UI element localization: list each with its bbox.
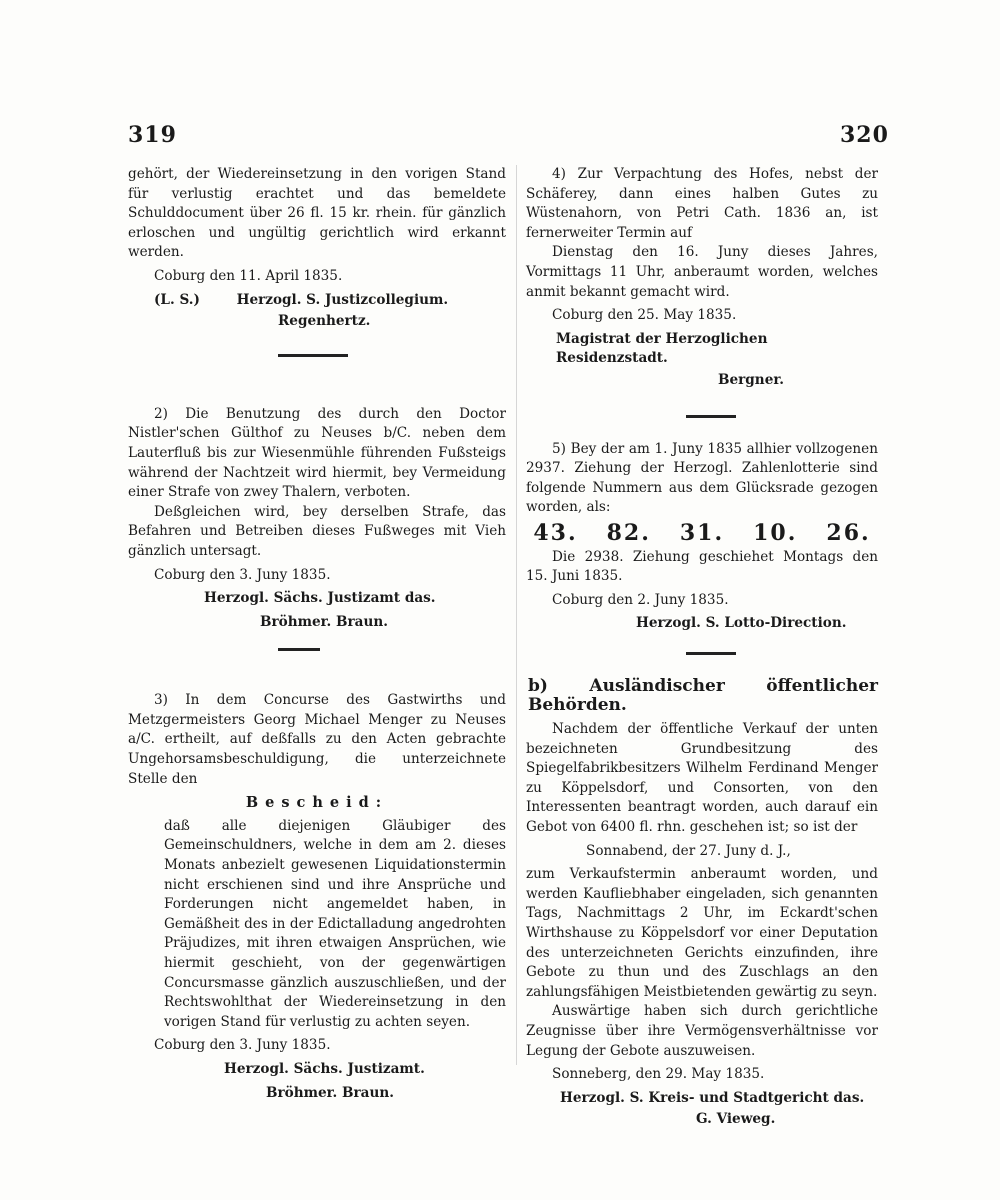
lottery-number: 82. [606, 519, 651, 546]
section-b-signer: G. Vieweg. [696, 1111, 776, 1128]
lottery-number: 10. [753, 519, 798, 546]
section-heading: b) Ausländischer öffentlicher Behörden. [528, 675, 878, 716]
notice1-date: Coburg den 11. April 1835. [154, 267, 343, 284]
notice3-authority: Herzogl. Sächs. Justizamt. [224, 1060, 425, 1077]
page-number-left: 319 [128, 122, 177, 148]
notice1-signature [128, 291, 506, 311]
notice4-signer: Bergner. [718, 371, 784, 388]
notice4-text-2: Dienstag den 16. Juny dieses Jahres, Vormittags 11 Uhr, anberaumt worden, welches anmit bekannt gemacht wird. [526, 244, 878, 300]
notice3-body: daß alle diejenigen Gläubiger des Gemeinschuldners, welche in dem am 2. dieses Monats anbezielt gewesenen Liquidationstermin nicht erschienen sind und ihre Ansprüche und Forderungen nicht angemeldet haben, in Gemäßheit des in der Edictalladung angedrohten Präjudizes, mit ihren etwaigen Ansprüchen, wie hiermit geschieht, von der gegenwärtigen Concursmasse gänzlich auszuschließen, und der Rechtswohlthat der Wiedereinsetzung in den vorigen Stand für verlustig zu achten seyen. [164, 817, 506, 1030]
section-b-date-line: Sonnabend, der 27. Juny d. J., [586, 842, 791, 859]
intro-text: gehört, der Wiedereinsetzung in den vorigen Stand für verlustig erachtet und das bemeldete Schulddocument über 26 fl. 15 kr. rhein. für gänzlich erloschen und ungültig gerichtlich wird erkannt werden. [128, 166, 506, 261]
notice3-title: Bescheid: [245, 794, 389, 812]
column-gutter [516, 165, 517, 1065]
lottery-number: 43. [533, 519, 578, 546]
section-b-text: Nachdem der öffentliche Verkauf der unten bezeichneten Grundbesitzung des Spiegelfabrikbesitzers Wilhelm Ferdinand Menger zu Köppelsdorf, und Consorten, von den Interessenten beantragt worden, auch darauf ein Gebot von 6400 fl. rhn. geschehen ist; so ist der [526, 721, 878, 836]
notice5-text: 5) Bey der am 1. Juny 1835 allhier vollzogenen 2937. Ziehung der Herzogl. Zahlenlotterie sind folgende Nummern aus dem Glücksrade gezogen worden, als: [526, 440, 878, 516]
lottery-number: 26. [826, 519, 871, 546]
page-number-right: 320 [840, 122, 889, 148]
lottery-number: 31. [679, 519, 725, 546]
notice2-signers: Bröhmer. Braun. [260, 613, 388, 630]
notice2-text: 2) Die Benutzung des durch den Doctor Nistler'schen Gülthof zu Neuses b/C. neben dem Lauterfluß bis zur Wiesenmühle führenden Fußsteigs während der Nachtzeit wird hiermit, bey Vermeidung einer Strafe von zwey Thalern, verboten. [128, 405, 506, 501]
seal: (L. S.) [154, 291, 200, 308]
section-b-text-2: zum Verkaufstermin anberaumt worden, und werden Kaufliebhaber eingeladen, sich genannten Tags, Nachmittags 2 Uhr, im Eckardt'schen Wirthshause zu Köppelsdorf vor einer Deputation des unterzeichneten Gerichts einzufinden, ihre Gebote zu thun und des Zuschlags an den zahlungsfähigen Meistbietenden gewärtig zu seyn. [526, 866, 878, 1000]
notice2-text-2: Deßgleichen wird, bey derselben Strafe, das Befahren und Betreiben dieses Fußweges mit Vieh gänzlich untersagt. [128, 503, 506, 559]
notice3-text: 3) In dem Concurse des Gastwirths und Metzgermeisters Georg Michael Menger zu Neuses a/C. ertheilt, auf deßfalls zu den Acten gebrachte Ungehorsamsbeschuldigung, die unterzeichnete Stelle den [128, 692, 506, 787]
notice3-signers: Bröhmer. Braun. [266, 1084, 394, 1101]
section-b-date: Sonneberg, den 29. May 1835. [552, 1066, 765, 1083]
notice5-text-2: Die 2938. Ziehung geschiehet Montags den 15. Juni 1835. [526, 548, 878, 585]
notice5-date: Coburg den 2. Juny 1835. [552, 591, 729, 608]
section-b-text-3: Auswärtige haben sich durch gerichtliche Zeugnisse über ihre Vermögensverhältnisse vor Legung der Gebote auszuweisen. [526, 1003, 878, 1059]
notice3-date: Coburg den 3. Juny 1835. [154, 1037, 331, 1054]
left-column [128, 165, 506, 1103]
notice4-authority: Magistrat der Herzoglichen Residenzstadt. [556, 330, 768, 367]
notice1-signer: Regenhertz. [278, 313, 371, 330]
notice2-authority: Herzogl. Sächs. Justizamt das. [204, 590, 436, 607]
notice1-authority: Herzogl. S. Justizcollegium. [236, 291, 449, 308]
notice4-text: 4) Zur Verpachtung des Hofes, nebst der Schäferey, dann eines halben Gutes zu Wüstenahorn, von Petri Cath. 1836 an, ist fernerweiter Termin auf [526, 166, 878, 241]
notice4-date: Coburg den 25. May 1835. [552, 307, 737, 324]
section-b-authority: Herzogl. S. Kreis- und Stadtgericht das. [560, 1089, 865, 1106]
notice5-authority: Herzogl. S. Lotto-Direction. [636, 615, 847, 632]
notice2-date: Coburg den 3. Juny 1835. [154, 566, 331, 583]
lottery-numbers [526, 519, 878, 546]
right-column [526, 165, 878, 1130]
